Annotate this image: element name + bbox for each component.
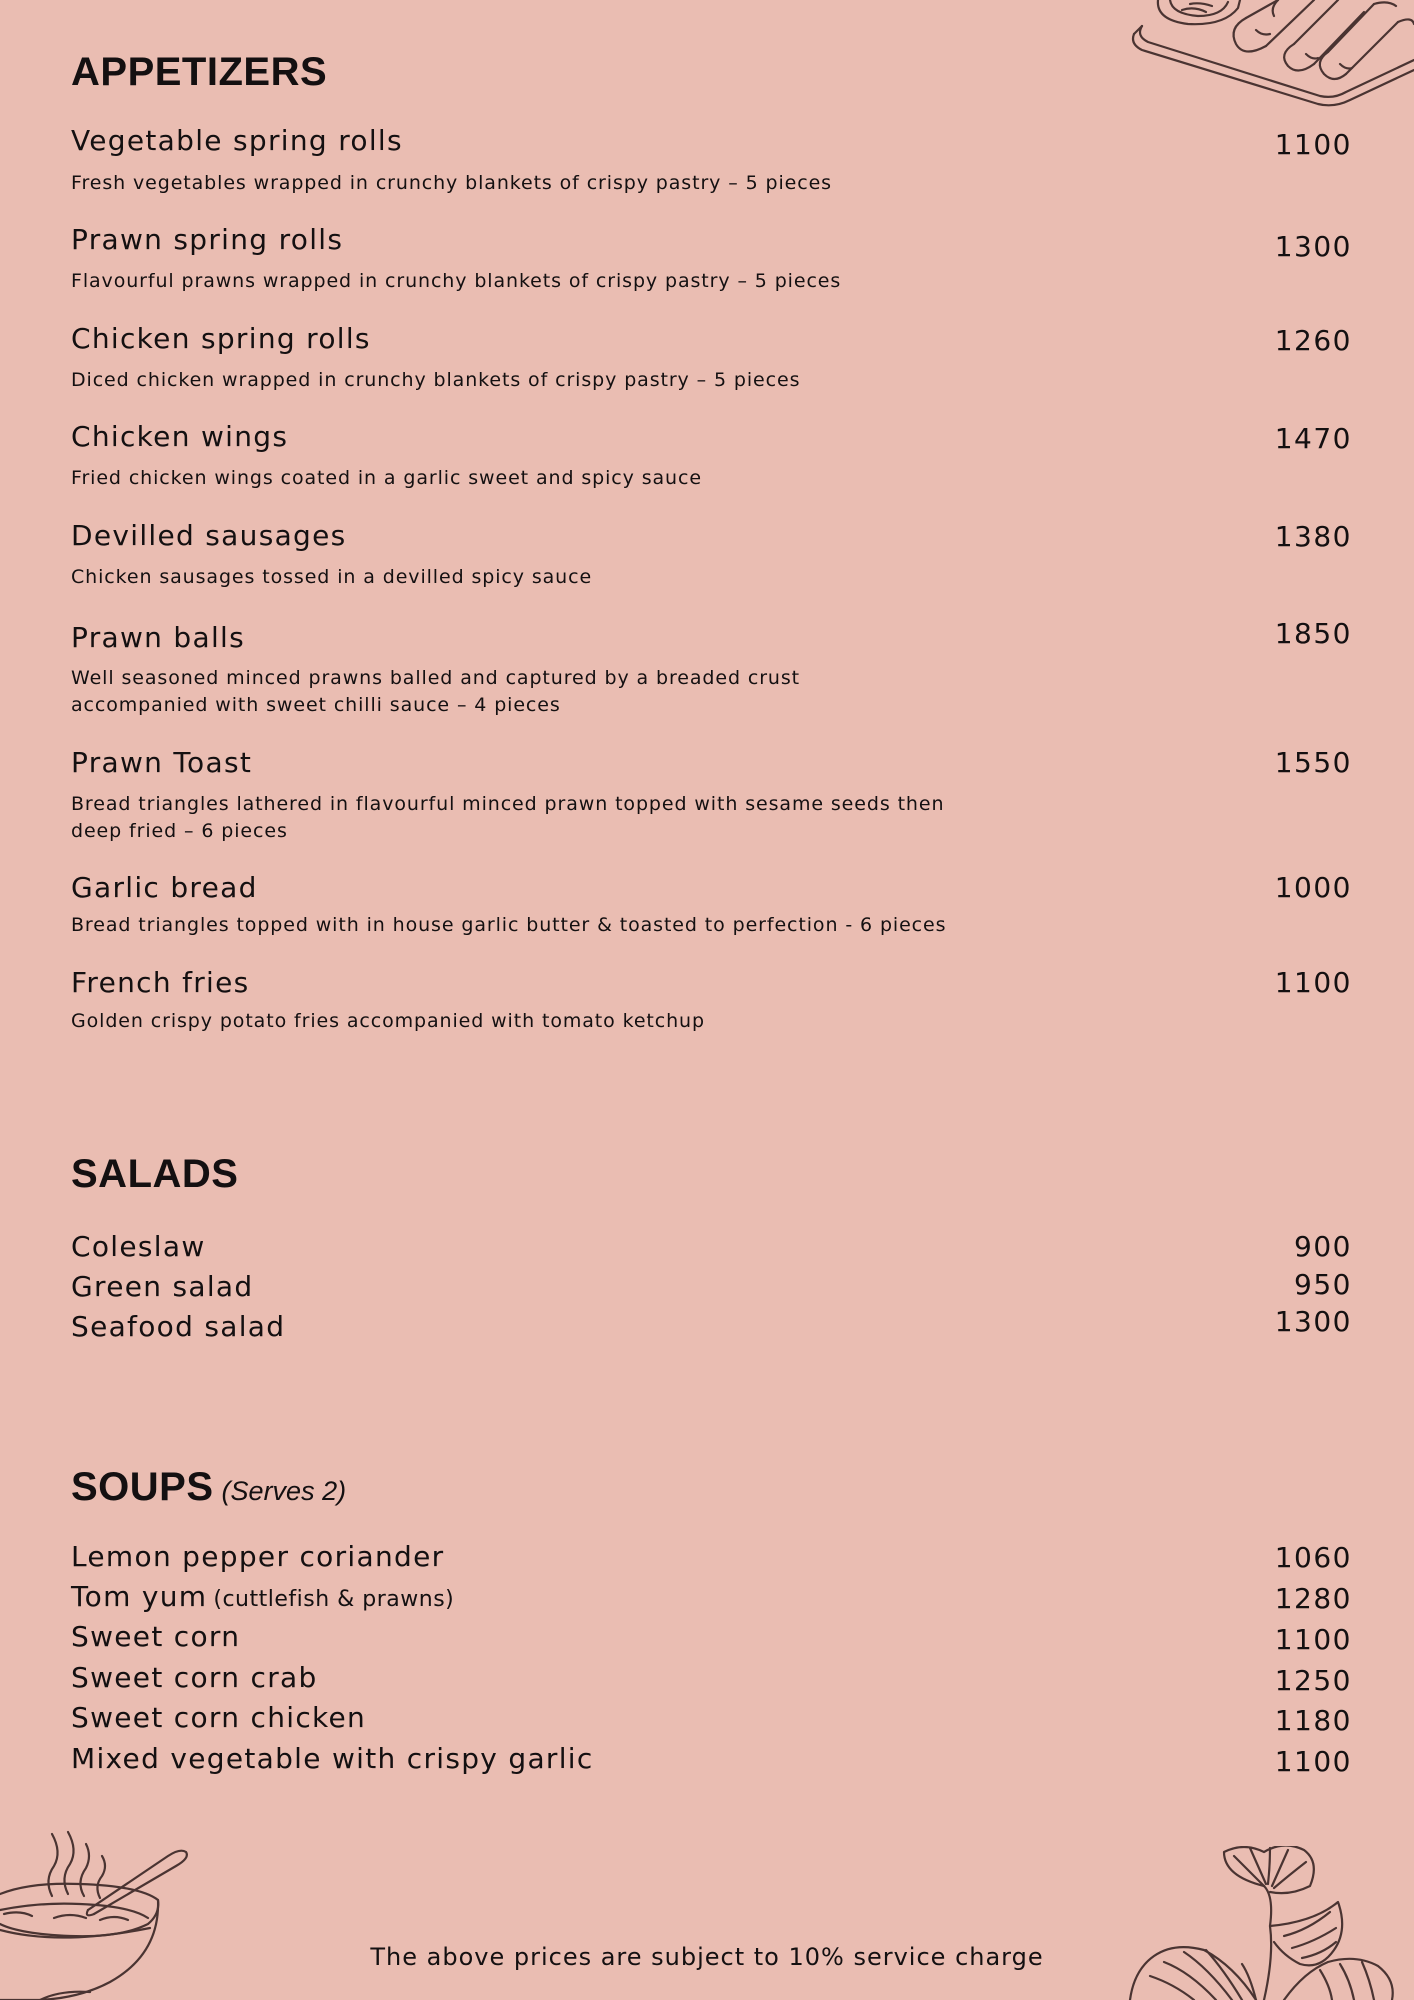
item-name: Sweet corn chicken [71, 1701, 367, 1734]
item-name-text: Tom yum [71, 1580, 208, 1613]
item-price: 1470 [1274, 422, 1352, 455]
item-name: Sweet corn [71, 1620, 241, 1653]
item-price: 1300 [1274, 230, 1352, 263]
item-name: Lemon pepper coriander [71, 1540, 445, 1573]
item-price: 1380 [1274, 520, 1352, 553]
appetizers-title: APPETIZERS [71, 50, 328, 94]
item-price: 1100 [1274, 966, 1352, 999]
soups-title [71, 1467, 346, 1507]
item-name: Seafood salad [71, 1310, 286, 1343]
item-name [71, 1582, 454, 1613]
item-price: 1100 [1274, 1623, 1352, 1656]
item-name: Prawn balls [71, 621, 245, 654]
item-price: 1260 [1274, 324, 1352, 357]
item-description: Chicken sausages tossed in a devilled spicy sauce [71, 566, 593, 588]
item-name: Prawn spring rolls [71, 223, 344, 256]
item-description: Well seasoned minced prawns balled and captured by a breaded crust [71, 667, 801, 689]
item-price: 1280 [1274, 1582, 1352, 1615]
ginkgo-leaves-icon [1124, 1846, 1414, 2000]
item-description: Fried chicken wings coated in a garlic sweet and spicy sauce [71, 467, 702, 489]
soups-heading: SOUPS [71, 1465, 214, 1509]
item-note: (cuttlefish & prawns) [213, 1587, 455, 1612]
item-name: Mixed vegetable with crispy garlic [71, 1742, 594, 1775]
item-name: Prawn Toast [71, 746, 253, 779]
item-description: Diced chicken wrapped in crunchy blankets of crispy pastry – 5 pieces [71, 369, 801, 391]
item-description: accompanied with sweet chilli sauce – 4 pieces [71, 694, 561, 716]
item-description: deep fried – 6 pieces [71, 820, 288, 842]
item-price: 900 [1294, 1230, 1352, 1263]
item-name: Chicken wings [71, 420, 289, 453]
soups-subtitle: (Serves 2) [221, 1476, 347, 1506]
item-name: French fries [71, 966, 250, 999]
item-description: Bread triangles lathered in flavourful minced prawn topped with sesame seeds then [71, 793, 945, 815]
item-name: Coleslaw [71, 1230, 206, 1263]
item-price: 1300 [1274, 1305, 1352, 1338]
item-price: 1850 [1274, 617, 1352, 650]
item-description: Fresh vegetables wrapped in crunchy blankets of crispy pastry – 5 pieces [71, 172, 832, 194]
item-price: 1100 [1274, 128, 1352, 161]
item-price: 950 [1294, 1268, 1352, 1301]
item-price: 1180 [1274, 1704, 1352, 1737]
spring-rolls-platter-icon [1128, 0, 1414, 110]
item-name: Sweet corn crab [71, 1661, 318, 1694]
item-description: Flavourful prawns wrapped in crunchy blankets of crispy pastry – 5 pieces [71, 270, 842, 292]
item-name: Green salad [71, 1270, 254, 1303]
soup-bowl-icon [0, 1814, 196, 2000]
item-name: Devilled sausages [71, 519, 347, 552]
item-price: 1100 [1274, 1745, 1352, 1778]
salads-title: SALADS [71, 1152, 239, 1196]
item-name: Garlic bread [71, 871, 258, 904]
service-charge-note: The above prices are subject to 10% service charge [370, 1943, 1044, 1971]
item-price: 1250 [1274, 1664, 1352, 1697]
item-name: Vegetable spring rolls [71, 124, 403, 157]
item-price: 1060 [1274, 1541, 1352, 1574]
item-price: 1550 [1274, 746, 1352, 779]
item-description: Golden crispy potato fries accompanied with tomato ketchup [71, 1010, 705, 1032]
item-name: Chicken spring rolls [71, 322, 371, 355]
item-price: 1000 [1274, 871, 1352, 904]
item-description: Bread triangles topped with in house garlic butter & toasted to perfection - 6 pieces [71, 914, 947, 936]
